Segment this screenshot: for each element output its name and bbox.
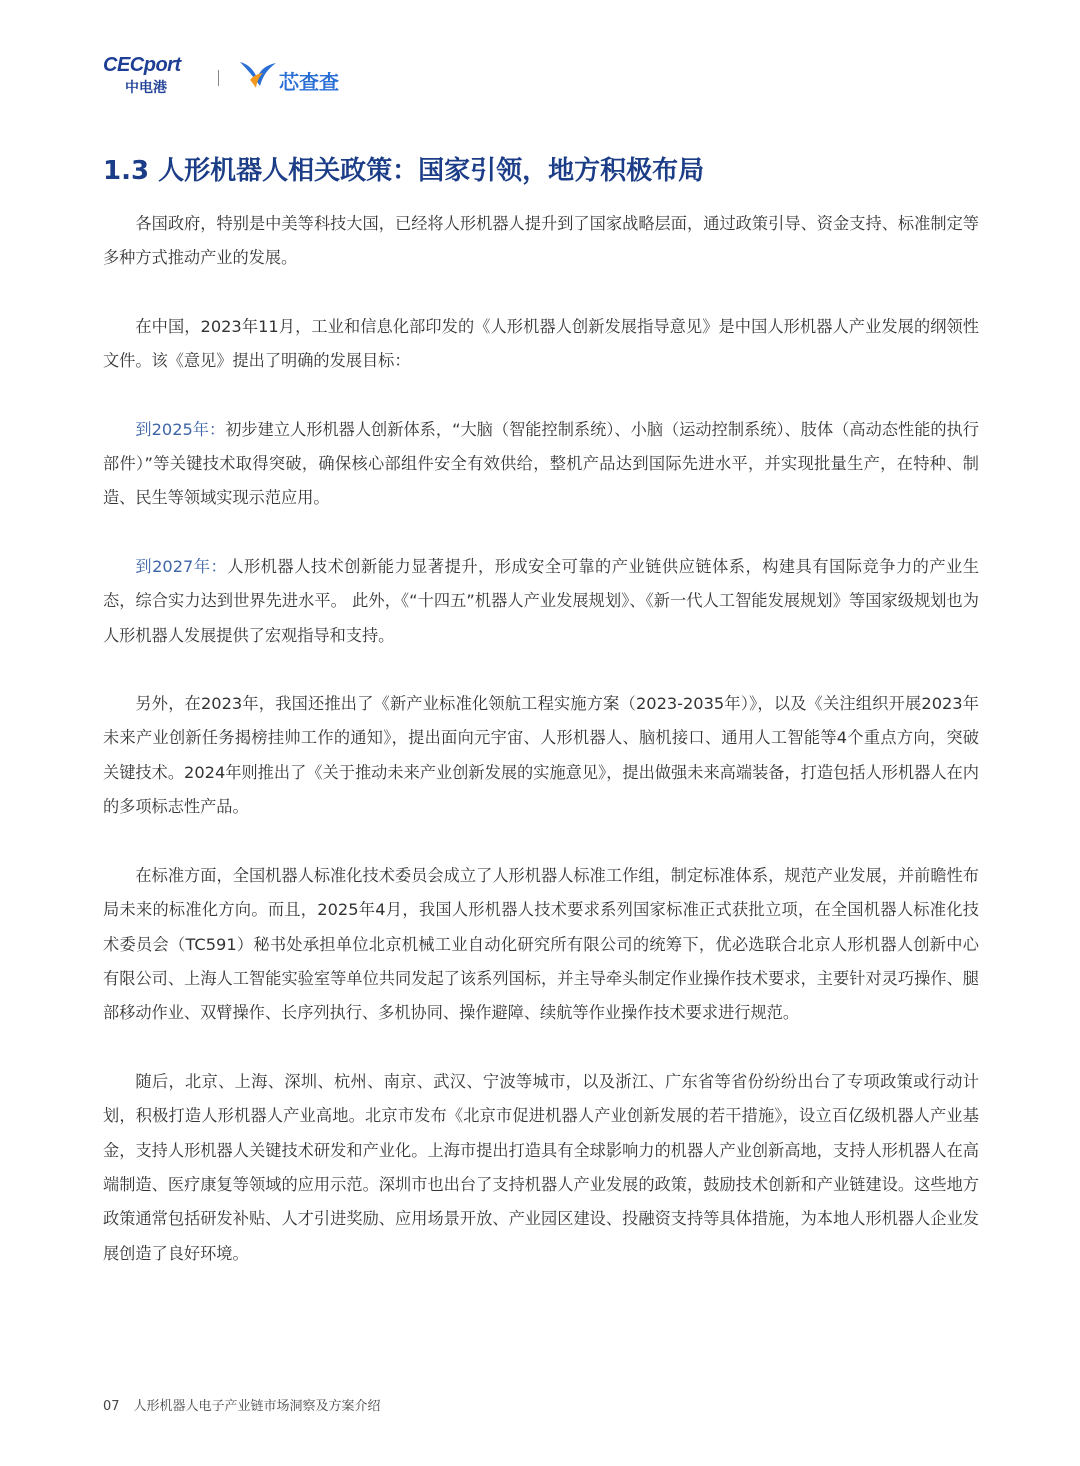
cecport-logo-text: CECport bbox=[103, 54, 181, 76]
cecport-logo bbox=[103, 54, 203, 98]
goal-2027-label: 到2027年： bbox=[135, 556, 228, 576]
page-body bbox=[103, 207, 979, 1305]
logo-divider bbox=[218, 70, 219, 86]
page-number: 07 bbox=[103, 1399, 120, 1414]
paragraph-text: 在标准方面，全国机器人标准化技术委员会成立了人形机器人标准工作组，制定标准体系，规范产业发展，并前瞻性布局未来的标准化方向。而且，2025年4月，我国人形机器人技术要求系列国家标准正式获批立项，在全国机器人标准化技术委员会（TC591）秘书处承担单位北京机械工业自动化研究所有限公司的统筹下，优必选联合北京人形机器人创新中心有限公司、上海人工智能实验室等单位共同发起了该系列国标，并主导牵头制定作业操作技术要求，主要针对灵巧操作、腿部移动作业、双臂操作、长序列执行、多机协同、操作避障、续航等作业操作技术要求进行规范。 bbox=[103, 865, 979, 1023]
goal-2025-label: 到2025年： bbox=[135, 419, 226, 439]
paragraph-text: 初步建立人形机器人创新体系，“大脑（智能控制系统）、小脑（运动控制系统）、肢体（高动态性能的执行部件）”等关键技术取得突破，确保核心部组件安全有效供给，整机产品达到国际先进水平，并实现批量生产，在特种、制造、民生等领域实现示范应用。 bbox=[103, 419, 979, 508]
paragraph-local-policies bbox=[103, 1065, 979, 1271]
xinchacha-bird-icon bbox=[236, 56, 278, 92]
section-title: 1.3 人形机器人相关政策：国家引领，地方积极布局 bbox=[103, 156, 705, 186]
cecport-logo-subtext: 中电港 bbox=[125, 80, 167, 96]
paragraph-text: 随后，北京、上海、深圳、杭州、南京、武汉、宁波等城市，以及浙江、广东省等省份纷纷出台了专项政策或行动计划，积极打造人形机器人产业高地。北京市发布《北京市促进机器人产业创新发展的若干措施》，设立百亿级机器人产业基金，支持人形机器人关键技术研发和产业化。上海市提出打造具有全球影响力的机器人产业创新高地，支持人形机器人在高端制造、医疗康复等领域的应用示范。深圳市也出台了支持机器人产业发展的政策，鼓励技术创新和产业链建设。这些地方政策通常包括研发补贴、人才引进奖励、应用场景开放、产业园区建设、投融资支持等具体措施，为本地人形机器人企业发展创造了良好环境。 bbox=[103, 1071, 979, 1263]
paragraph-text: 人形机器人技术创新能力显著提升，形成安全可靠的产业链供应链体系，构建具有国际竞争力的产业生态，综合实力达到世界先进水平。 此外，《“十四五”机器人产业发展规划》、《新一代人工智能发展规划》等国家级规划也为人形机器人发展提供了宏观指导和支持。 bbox=[103, 556, 980, 645]
paragraph-goal-2027 bbox=[103, 550, 979, 653]
xinchacha-logo-text: 芯查查 bbox=[279, 70, 339, 94]
paragraph-text: 另外，在2023年，我国还推出了《新产业标准化领航工程实施方案（2023-2035年）》，以及《关注组织开展2023年未来产业创新任务揭榜挂帅工作的通知》，提出面向元宇宙、人形机器人、脑机接口、通用人工智能等4个重点方向，突破关键技术。2024年则推出了《关于推动未来产业创新发展的实施意见》，提出做强未来高端装备，打造包括人形机器人在内的多项标志性产品。 bbox=[103, 694, 979, 817]
page-footer bbox=[103, 1395, 381, 1414]
paragraph-text: 各国政府，特别是中美等科技大国，已经将人形机器人提升到了国家战略层面，通过政策引导、资金支持、标准制定等多种方式推动产业的发展。 bbox=[103, 214, 979, 268]
paragraph-2023-policies bbox=[103, 687, 979, 825]
paragraph-goal-2025 bbox=[103, 413, 979, 516]
paragraph-standards bbox=[103, 859, 979, 1031]
paragraph-guideline bbox=[103, 310, 979, 379]
paragraph-text: 在中国，2023年11月，工业和信息化部印发的《人形机器人创新发展指导意见》是中国人形机器人产业发展的纲领性文件。该《意见》提出了明确的发展目标： bbox=[103, 316, 979, 371]
report-title: 人形机器人电子产业链市场洞察及方案介绍 bbox=[133, 1399, 381, 1414]
page-header bbox=[103, 54, 503, 98]
paragraph-intro bbox=[103, 207, 979, 276]
